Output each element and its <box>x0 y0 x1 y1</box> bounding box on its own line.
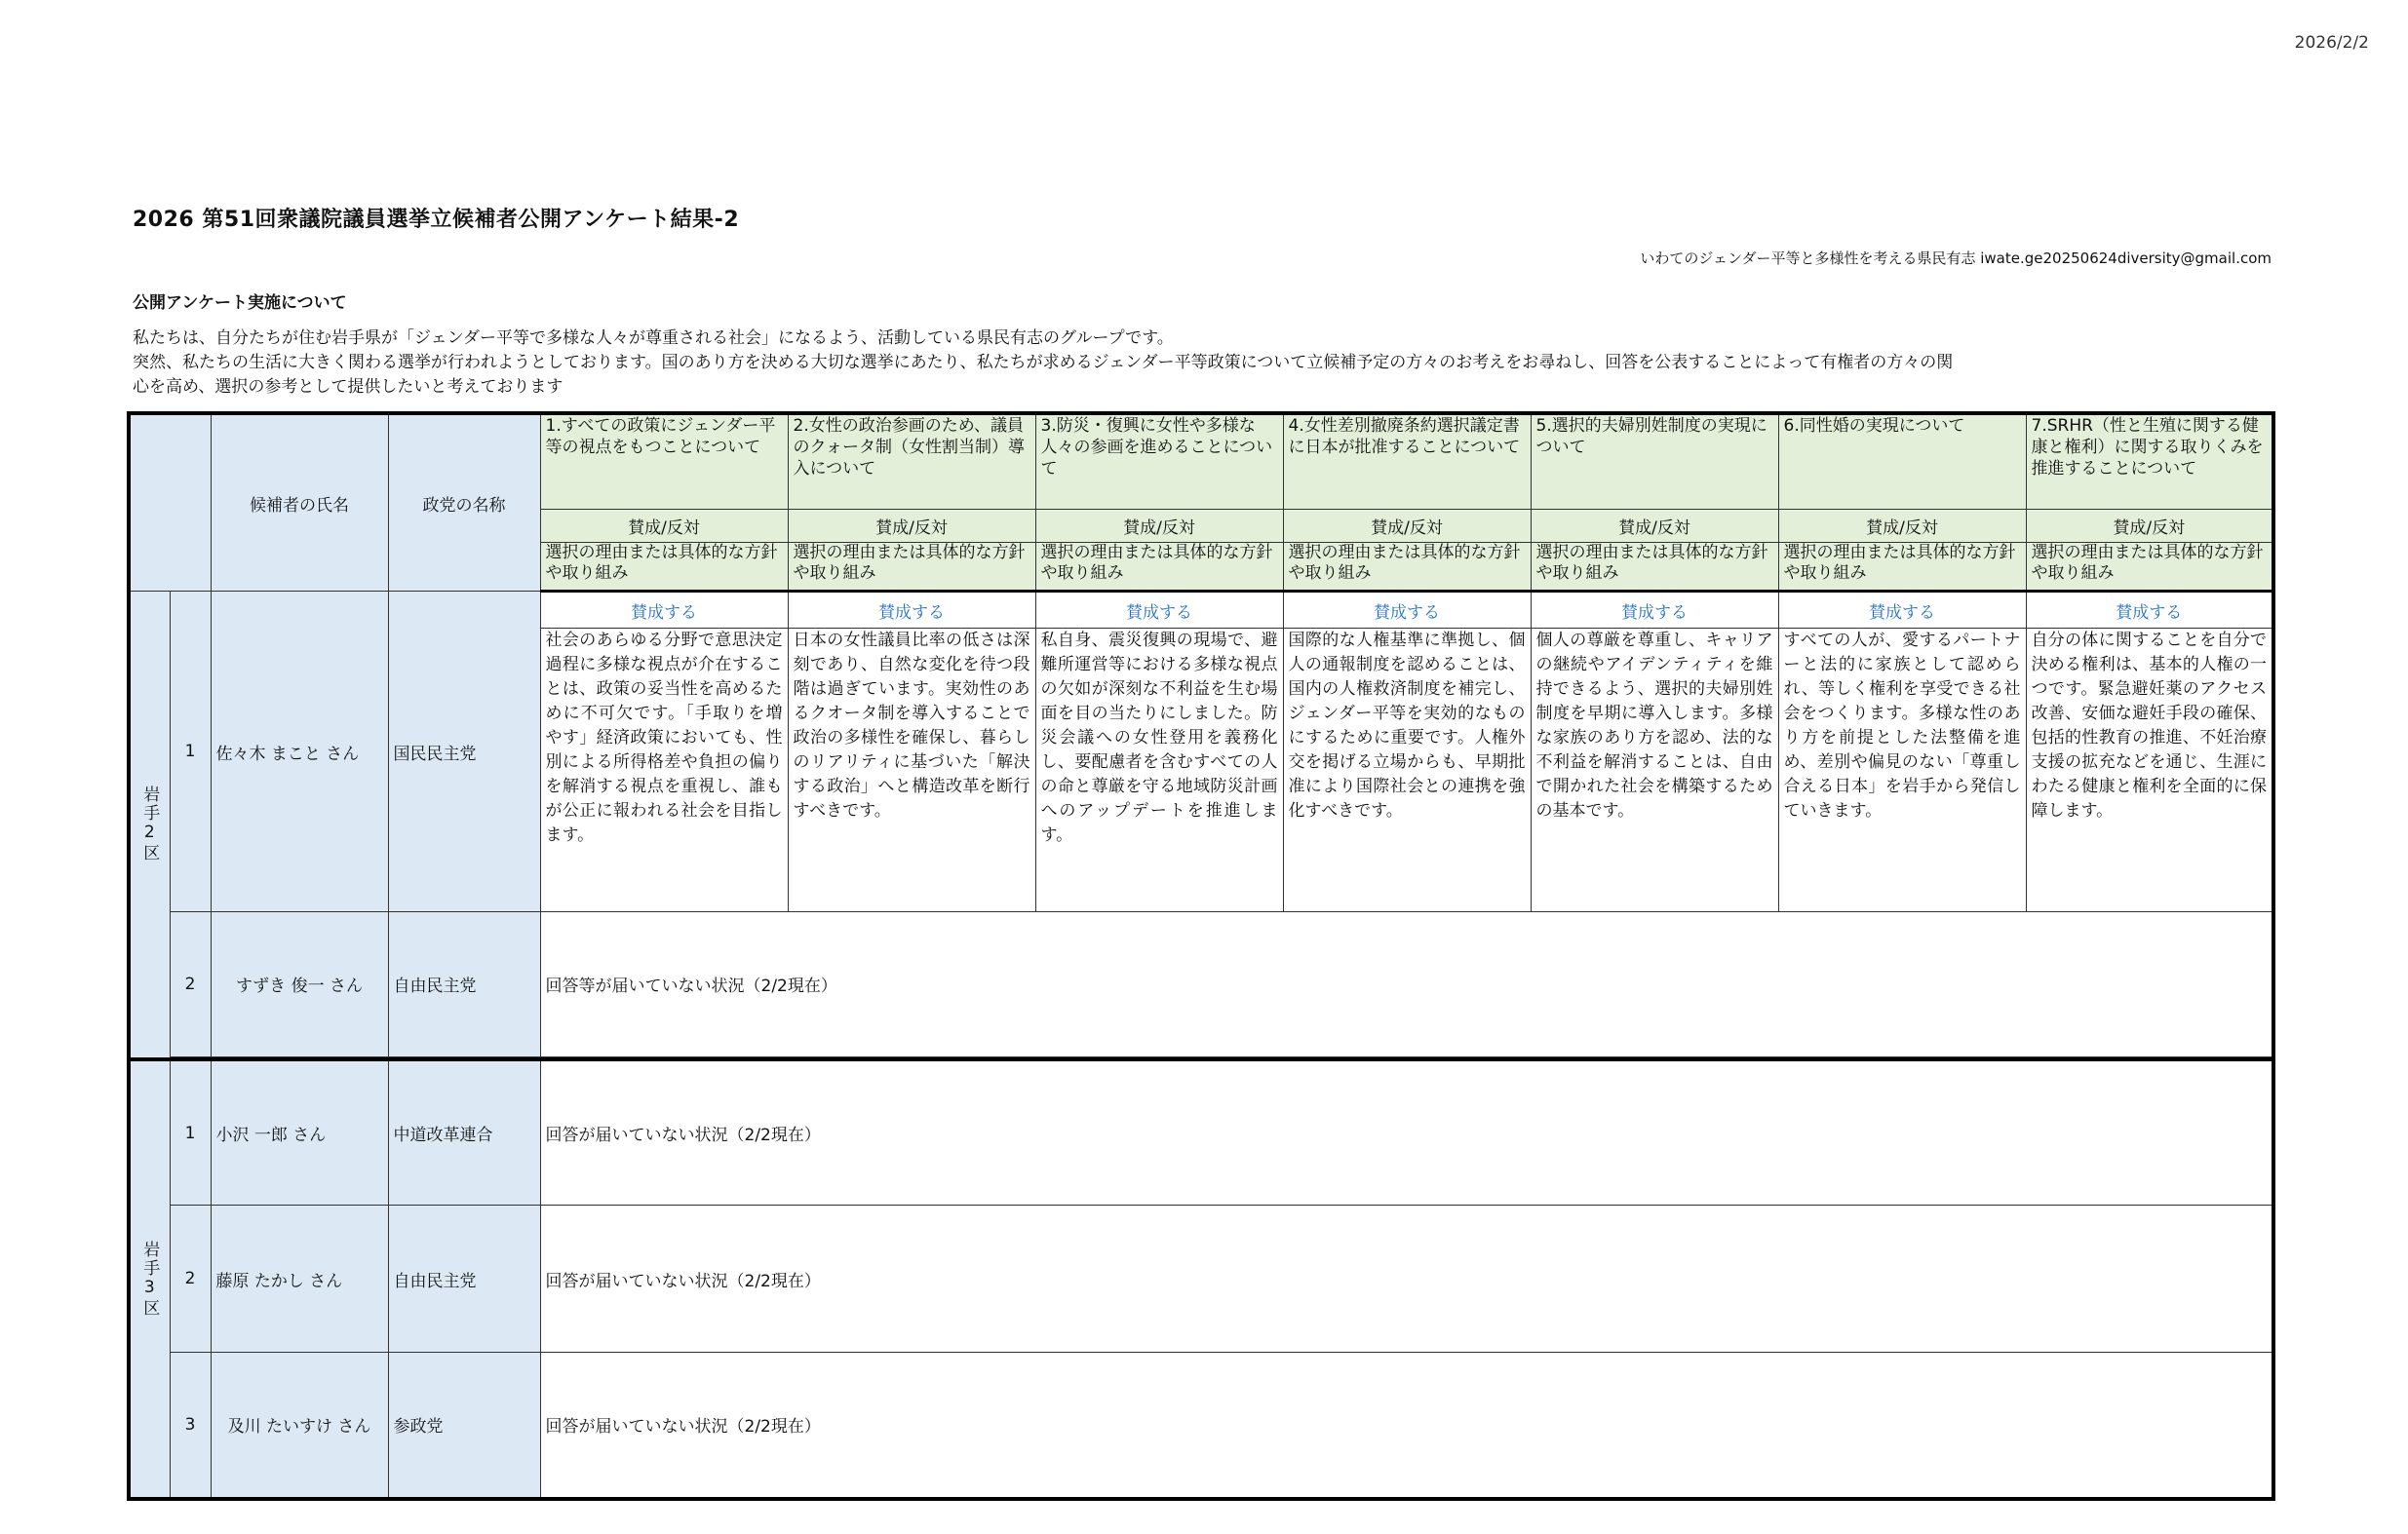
no-response-status: 回答等が届いていない状況（2/2現在） <box>540 912 2273 1056</box>
district-label: 岩手3区 <box>129 1059 170 1499</box>
candidate-number: 2 <box>170 912 211 1056</box>
question-3: 3.防災・復興に女性や多様な人々の参画を進めることについて <box>1035 413 1283 509</box>
intro-line: 突然、私たちの生活に大きく関わる選挙が行われようとしております。国のあり方を決める大切な選挙にあたり、私たちが求めるジェンダー平等政策について立候補予定の方々のお考えをお尋ねし、回答を公表することによって有権者の方々の関 <box>133 353 1954 372</box>
stance-label: 賛成/反対 <box>788 509 1035 542</box>
answer-text: 社会のあらゆる分野で意思決定過程に多様な視点が介在することは、政策の妥当性を高めるために不可欠です。「手取りを増やす」経済政策においても、性別による所得格差や負担の偏りを解消する視点を重視し、誰もが公正に報われる社会を目指します。 <box>540 629 788 912</box>
question-1: 1.すべての政策にジェンダー平等の視点をもつことについて <box>540 413 788 509</box>
no-response-status: 回答が届いていない状況（2/2現在） <box>540 1206 2273 1352</box>
district-label: 岩手2区 <box>129 592 170 1059</box>
candidate-number: 1 <box>170 1059 211 1206</box>
intro-line: 私たちは、自分たちが住む岩手県が「ジェンダー平等で多様な人々が尊重される社会」になるよう、活動している県民有志のグループです。 <box>133 328 1174 348</box>
organization-contact: いわてのジェンダー平等と多様性を考える県民有志 iwate.ge20250624diversity@gmail.com <box>1640 249 2272 267</box>
header-candidate-name: 候補者の氏名 <box>211 413 388 592</box>
reason-label: 選択の理由または具体的な方針や取り組み <box>788 542 1035 591</box>
no-response-status: 回答が届いていない状況（2/2現在） <box>540 1352 2273 1499</box>
candidate-name: 藤原 たかし さん <box>211 1206 388 1352</box>
reason-label: 選択の理由または具体的な方針や取り組み <box>1778 542 2026 591</box>
reason-label: 選択の理由または具体的な方針や取り組み <box>1035 542 1283 591</box>
answer-text: 国際的な人権基準に準拠し、個人の通報制度を認めることは、国内の人権救済制度を補完し、ジェンダー平等を実効的なものにするために重要です。人権外交を掲げる立場からも、早期批准により国際社会との連携を強化すべきです。 <box>1283 629 1531 912</box>
stance-value: 賛成する <box>1778 592 2026 629</box>
party-name: 参政党 <box>388 1352 540 1499</box>
question-4: 4.女性差別撤廃条約選択議定書に日本が批准することについて <box>1283 413 1531 509</box>
stance-label: 賛成/反対 <box>2026 509 2273 542</box>
section-heading: 公開アンケート実施について <box>133 293 347 313</box>
survey-results-table <box>127 411 2275 1501</box>
candidate-number: 1 <box>170 592 211 912</box>
document-date: 2026/2/2 <box>2294 33 2369 53</box>
stance-label: 賛成/反対 <box>540 509 788 542</box>
stance-label: 賛成/反対 <box>1283 509 1531 542</box>
candidate-number: 2 <box>170 1206 211 1352</box>
stance-label: 賛成/反対 <box>1035 509 1283 542</box>
reason-label: 選択の理由または具体的な方針や取り組み <box>540 542 788 591</box>
intro-text <box>133 326 2082 400</box>
page-title: 2026 第51回衆議院議員選挙立候補者公開アンケート結果-2 <box>133 208 740 232</box>
answer-text: 日本の女性議員比率の低さは深刻であり、自然な変化を待つ段階は過ぎています。実効性のあるクオータ制を導入することで政治の多様性を確保し、暮らしのリアリティに基づいた「解決する政治」へと構造改革を断行すべきです。 <box>788 629 1035 912</box>
question-2: 2.女性の政治参画のため、議員のクォータ制（女性割当制）導入について <box>788 413 1035 509</box>
answer-text: 私自身、震災復興の現場で、避難所運営等における多様な視点の欠如が深刻な不利益を生む場面を目の当たりにしました。防災会議への女性登用を義務化し、要配慮者を含むすべての人の命と尊厳を守る地域防災計画へのアップデートを推進します。 <box>1035 629 1283 912</box>
candidate-name: 小沢 一郎 さん <box>211 1059 388 1206</box>
stance-label: 賛成/反対 <box>1531 509 1778 542</box>
no-response-status: 回答が届いていない状況（2/2現在） <box>540 1059 2273 1206</box>
stance-value: 賛成する <box>788 592 1035 629</box>
candidate-name: すずき 俊一 さん <box>211 912 388 1056</box>
stance-value: 賛成する <box>1035 592 1283 629</box>
candidate-name: 及川 たいすけ さん <box>211 1352 388 1499</box>
party-name: 自由民主党 <box>388 1206 540 1352</box>
question-6: 6.同性婚の実現について <box>1778 413 2026 509</box>
stance-value: 賛成する <box>1283 592 1531 629</box>
candidate-name: 佐々木 まこと さん <box>211 592 388 912</box>
stance-value: 賛成する <box>540 592 788 629</box>
answer-text: 自分の体に関することを自分で決める権利は、基本的人権の一つです。緊急避妊薬のアクセス改善、安価な避妊手段の確保、包括的性教育の推進、不妊治療支援の拡充などを通じ、生涯にわたる健康と権利を全面的に保障します。 <box>2026 629 2273 912</box>
reason-label: 選択の理由または具体的な方針や取り組み <box>1531 542 1778 591</box>
question-5: 5.選択的夫婦別姓制度の実現について <box>1531 413 1778 509</box>
answer-text: すべての人が、愛するパートナーと法的に家族として認められ、等しく権利を享受できる社会をつくります。多様な性のあり方を前提とした法整備を進め、差別や偏見のない「尊重し合える日本」を岩手から発信していきます。 <box>1778 629 2026 912</box>
intro-line: 心を高め、選択の参考として提供したいと考えております <box>133 377 563 397</box>
question-7: 7.SRHR（性と生殖に関する健康と権利）に関する取りくみを推進することについて <box>2026 413 2273 509</box>
reason-label: 選択の理由または具体的な方針や取り組み <box>2026 542 2273 591</box>
reason-label: 選択の理由または具体的な方針や取り組み <box>1283 542 1531 591</box>
party-name: 国民民主党 <box>388 592 540 912</box>
header-party-name: 政党の名称 <box>388 413 540 592</box>
stance-label: 賛成/反対 <box>1778 509 2026 542</box>
stance-value: 賛成する <box>2026 592 2273 629</box>
answer-text: 個人の尊厳を尊重し、キャリアの継続やアイデンティティを維持できるよう、選択的夫婦別姓制度を早期に導入します。多様な家族のあり方を認め、法的な不利益を解消することは、自由で開かれた社会を構築するための基本です。 <box>1531 629 1778 912</box>
stance-value: 賛成する <box>1531 592 1778 629</box>
party-name: 中道改革連合 <box>388 1059 540 1206</box>
header-blank <box>129 413 211 592</box>
party-name: 自由民主党 <box>388 912 540 1056</box>
candidate-number: 3 <box>170 1352 211 1499</box>
